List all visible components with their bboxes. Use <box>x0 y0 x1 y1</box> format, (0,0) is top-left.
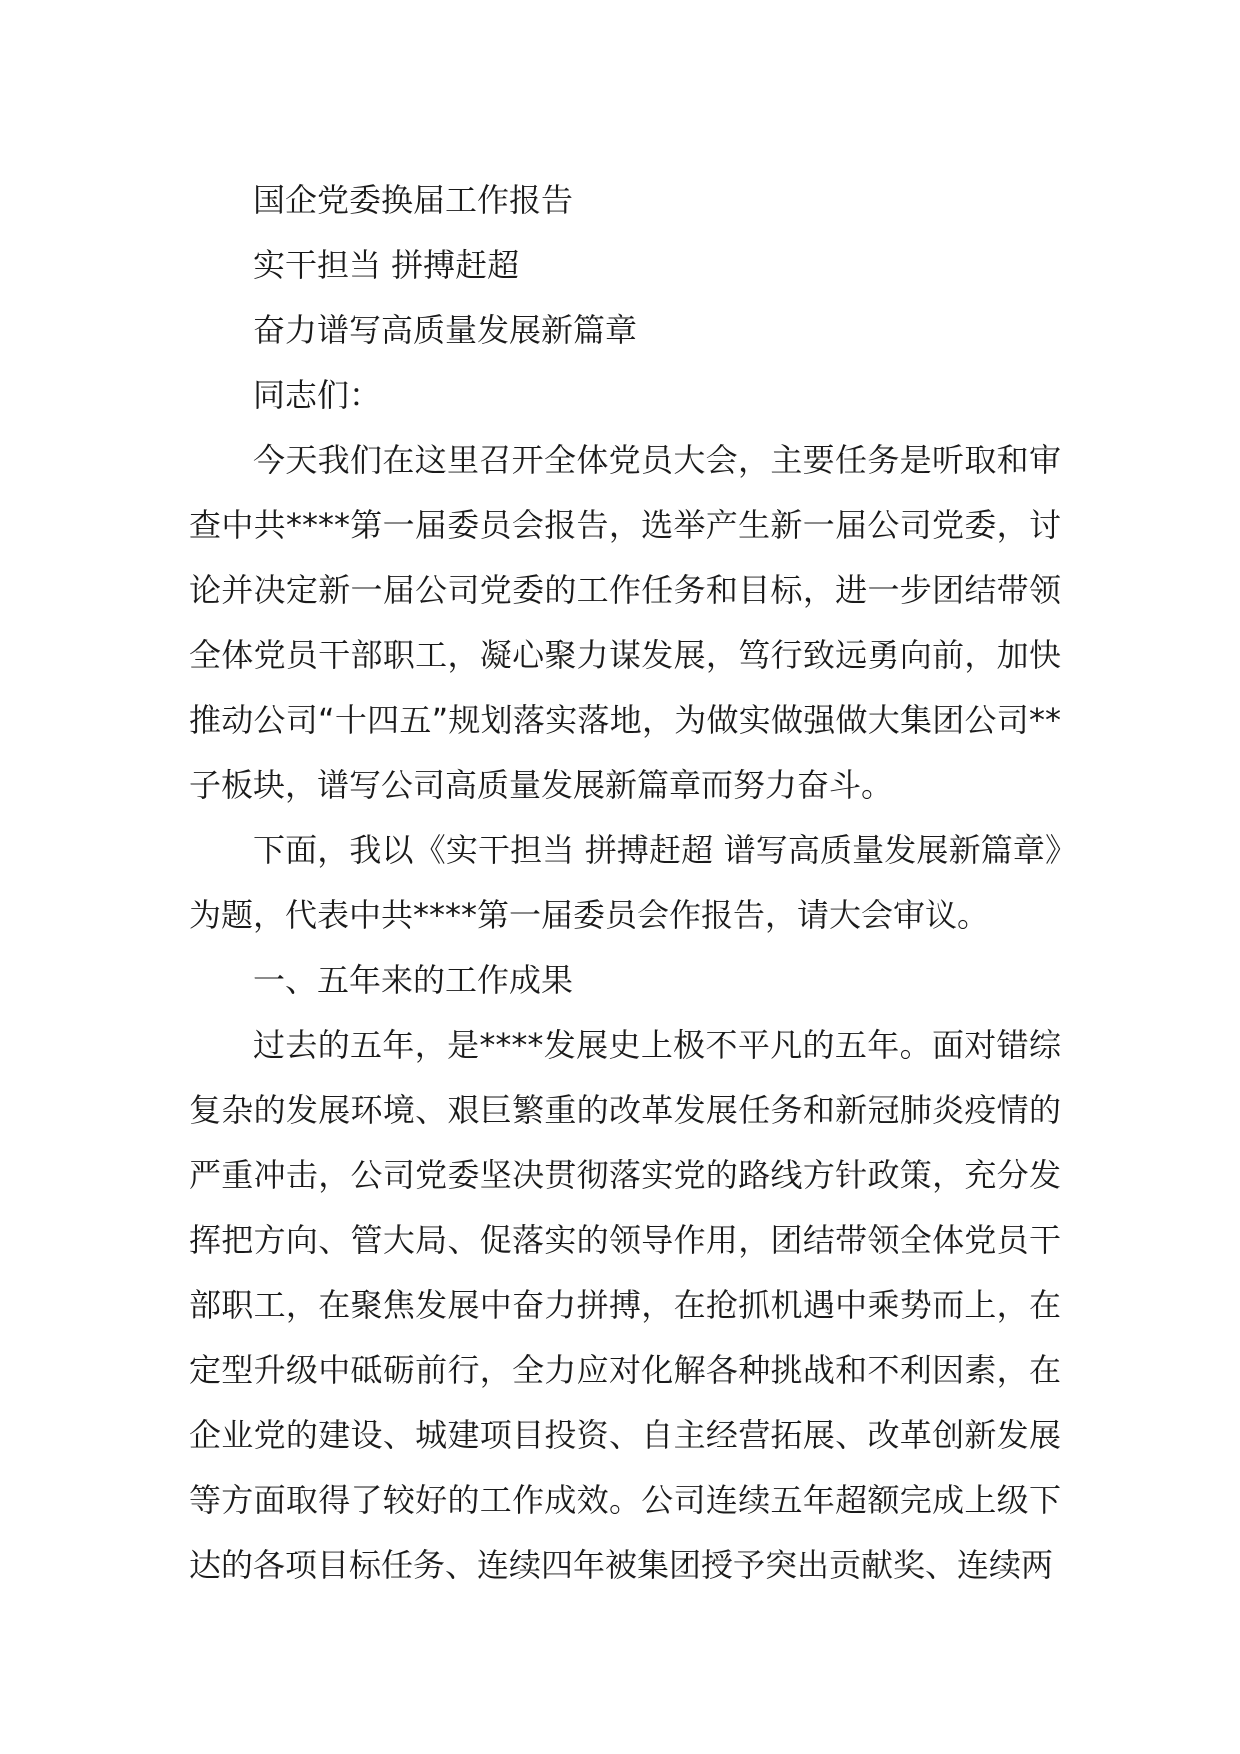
section-heading: 一、五年来的工作成果 <box>253 961 574 999</box>
salutation: 同志们： <box>253 376 382 414</box>
body-paragraph: 今天我们在这里召开全体党员大会，主要任务是听取和审查中共****第一届委员会报告，选举产生新一届公司党委，讨论并决定新一届公司党委的工作任务和目标，进一步团结带领全体党员干部职工，凝心聚力谋发展，笃行致远勇向前，加快推动公司“十四五”规划落实落地，为做实做强做大集团公司**子板块，谱写公司高质量发展新篇章而努力奋斗。 <box>189 441 1061 804</box>
report-title: 国企党委换届工作报告 <box>253 181 574 219</box>
section-paragraph: 过去的五年，是****发展史上极不平凡的五年。面对错综复杂的发展环境、艰巨繁重的改革发展任务和新冠肺炎疫情的严重冲击，公司党委坚决贯彻落实党的路线方针政策，充分发挥把方向、管大局、促落实的领导作用，团结带领全体党员干部职工，在聚焦发展中奋力拼搏，在抢抓机遇中乘势而上，在定型升级中砥砺前行，全力应对化解各种挑战和不利因素，在企业党的建设、城建项目投资、自主经营拓展、改革创新发展等方面取得了较好的工作成效。公司连续五年超额完成上级下达的各项目标任务、连续四年被集团授予突出贡献奖、连续两 <box>189 1026 1061 1584</box>
document-body <box>189 168 1061 1598</box>
report-subtitle-line-1: 实干担当 拼搏赶超 <box>253 246 520 284</box>
report-subtitle-line-2: 奋力谱写高质量发展新篇章 <box>253 311 638 349</box>
body-paragraph: 下面，我以《实干担当 拼搏赶超 谱写高质量发展新篇章》为题，代表中共****第一届委员会作报告，请大会审议。 <box>189 831 1061 934</box>
